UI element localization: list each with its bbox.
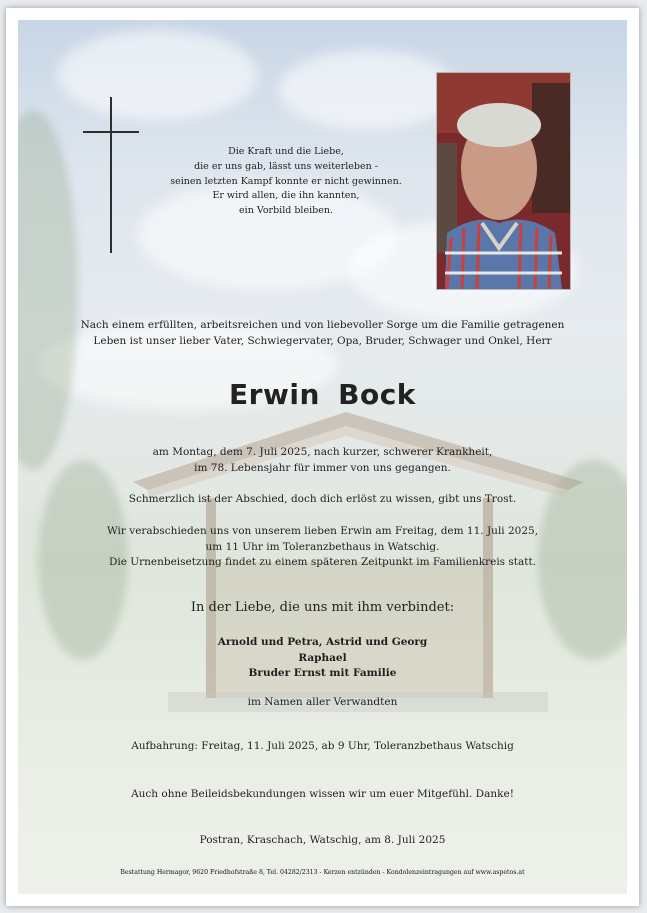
intro-line: Leben ist unser lieber Vater, Schwiegervater, Opa, Bruder, Schwager und Onkel, Herr [93, 335, 552, 347]
intro-text [46, 317, 599, 349]
quote-line: Die Kraft und die Liebe, [228, 146, 344, 157]
consolation-line: Schmerzlich ist der Abschied, doch dich erlöst zu wissen, gibt uns Trost. [128, 493, 517, 505]
farewell-line: Wir verabschieden uns von unserem lieben Erwin am Freitag, dem 11. Juli 2025, [106, 525, 539, 537]
quote [156, 145, 416, 219]
quote-line: die er uns gab, lässt uns weiterleben - [194, 160, 378, 172]
viewing-info: Aufbahrung: Freitag, 11. Juli 2025, ab 9 Uhr, Toleranzbethaus Watschig [131, 740, 514, 752]
farewell-line: um 11 Uhr im Toleranzbethaus in Watschig. [205, 540, 440, 553]
condolence-note: Auch ohne Beileidsbekundungen wissen wir um euer Mitgefühl. Danke! [131, 788, 514, 800]
footer-funeral-home: Bestattung Hermagor, 9620 Friedhofstraße 8, Tel. 04282/2313 - Kerzen entzünden - Kondolenzeintragungen auf www.aspetos.at [120, 869, 525, 876]
quote-line: Er wird allen, die ihn kannten, [212, 190, 360, 202]
portrait-photo [436, 72, 571, 290]
death-line: im 78. Lebensjahr für immer von uns gegangen. [194, 461, 451, 474]
place-date: Postran, Kraschach, Watschig, am 8. Juli 2025 [199, 834, 446, 846]
death-notice [46, 445, 599, 476]
quote-line: ein Vorbild bleiben. [239, 205, 333, 217]
love-line: In der Liebe, die uns mit ihm verbindet: [190, 600, 455, 615]
obituary-page [6, 8, 639, 906]
quote-line: seinen letzten Kampf konnte er nicht gewinnen. [170, 175, 402, 187]
deceased-name: Erwin Bock [229, 378, 416, 411]
consolation-text [46, 492, 599, 508]
family-member: Raphael [298, 651, 347, 664]
cross-icon [83, 97, 139, 253]
relatives-line: im Namen aller Verwandten [247, 696, 398, 708]
intro-line: Nach einem erfüllten, arbeitsreichen und von liebevoller Sorge um die Familie getragenen [80, 319, 565, 331]
family-member: Bruder Ernst mit Familie [248, 667, 397, 679]
death-line: am Montag, dem 7. Juli 2025, nach kurzer, schwerer Krankheit, [152, 446, 493, 458]
family-list [6, 635, 639, 682]
family-member: Arnold und Petra, Astrid und Georg [217, 636, 428, 648]
farewell-text [46, 524, 599, 571]
farewell-line: Die Urnenbeisetzung findet zu einem späteren Zeitpunkt im Familienkreis statt. [108, 556, 537, 568]
